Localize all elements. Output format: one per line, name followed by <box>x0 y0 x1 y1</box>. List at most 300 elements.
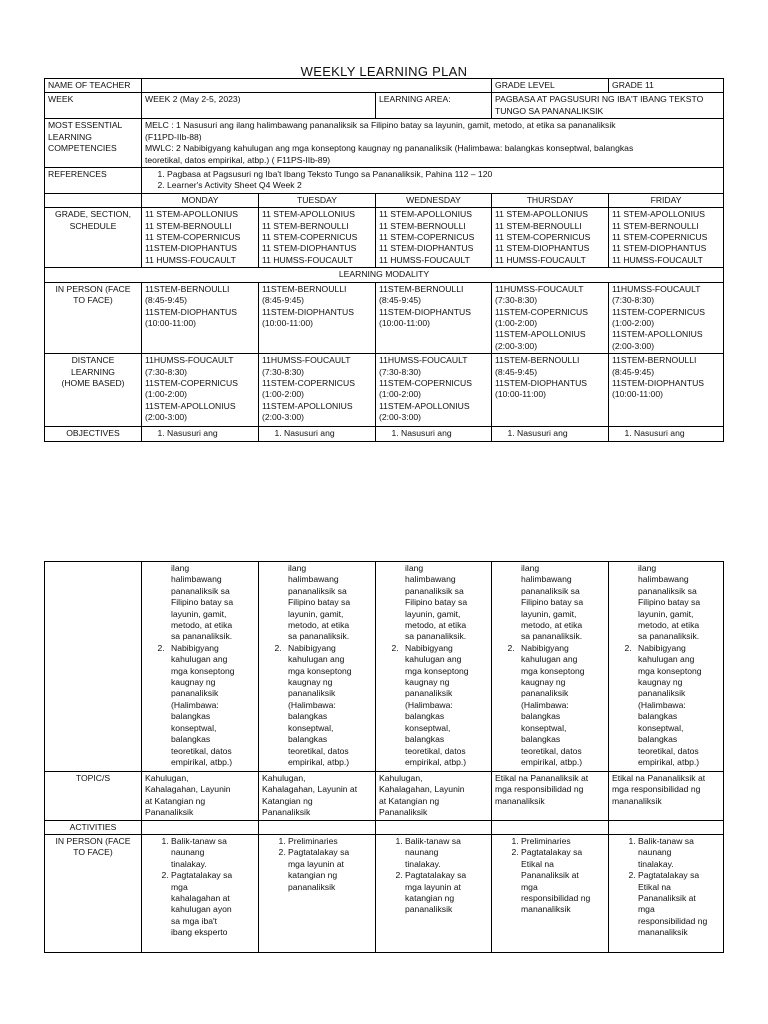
cell-line: (8:45-9:45) <box>612 366 655 377</box>
cell-line: Etikal na Pananaliksik at <box>495 773 589 783</box>
objective-line: (Halimbawa: <box>288 699 336 710</box>
activity-line: Pananaliksik at <box>638 893 696 904</box>
activities-blank <box>609 820 724 834</box>
cell-line: (8:45-9:45) <box>379 295 422 306</box>
cell-line: 11STEM-DIOPHANTUS <box>262 306 354 317</box>
objective-line: balangkas <box>288 734 328 745</box>
distance-label: DISTANCE LEARNING (HOME BASED) <box>45 354 142 427</box>
cell-line: 11STEM-DIOPHANTUS <box>145 306 237 317</box>
activity-line: Pananaliksik at <box>521 870 579 881</box>
cell-line: (7:30-8:30) <box>262 366 305 377</box>
objective-line: 2. Nabibigyang <box>521 642 569 653</box>
distance-monday <box>142 354 259 427</box>
day-header-wednesday: WEDNESDAY <box>376 193 492 207</box>
objective-item <box>167 643 255 768</box>
cell-line: 11 STEM-COPERNICUS <box>145 232 241 243</box>
objective-line: 2. Nabibigyang <box>171 642 219 653</box>
cell-line: 11HUMSS-FOUCAULT <box>612 283 701 294</box>
objective-line: metodo, at etika <box>521 620 583 631</box>
cell-line: 11STEM-COPERNICUS <box>145 377 238 388</box>
schedule-label: GRADE, SECTION, SCHEDULE <box>45 208 142 268</box>
objectives-cont-monday <box>142 562 259 772</box>
week-value: WEEK 2 (May 2-5, 2023) <box>142 93 376 119</box>
objective-line: konseptwal, <box>288 722 334 733</box>
cell-line: 11STEM-COPERNICUS <box>612 306 705 317</box>
topics-tuesday <box>259 772 376 821</box>
objective-line: metodo, at etika <box>171 620 233 631</box>
activity-item <box>171 836 255 870</box>
cell-line: 11 STEM-DIOPHANTUS <box>495 243 590 254</box>
cell-line: 11 STEM-APOLLONIUS <box>495 209 588 220</box>
day-header-tuesday: TUESDAY <box>259 193 376 207</box>
activity-item <box>405 836 488 870</box>
cell-line: (2:00-3:00) <box>612 340 655 351</box>
objective-line: balangkas <box>171 734 211 745</box>
cell-line: mga responsibilidad ng <box>612 784 701 795</box>
objective-line: balangkas <box>171 711 211 722</box>
objective-line: kahulugan ang <box>288 654 345 665</box>
objective-tuesday: 1. Nasusuri ang <box>259 427 376 441</box>
objective-line: Filipino batay sa <box>521 597 584 608</box>
objective-line: kahulugan ang <box>521 654 578 665</box>
cell-line: (1:00-2:00) <box>262 389 305 400</box>
objective-line: ilang <box>638 563 657 573</box>
objective-line: ilang <box>288 563 307 573</box>
activities-wednesday <box>376 835 492 953</box>
cell-line: 11STEM-BERNOULLI <box>495 355 580 366</box>
activity-line: sa mga iba't <box>171 915 218 926</box>
activity-line: katangian ng <box>405 893 455 904</box>
cell-line: Kahulugan, <box>262 773 306 783</box>
in-person-wednesday <box>376 282 492 353</box>
activity-line: mga layunin at <box>405 881 461 892</box>
objective-line: Filipino batay sa <box>171 597 234 608</box>
cell-line: 11 STEM-BERNOULLI <box>379 220 466 231</box>
cell-line: (10:00-11:00) <box>379 317 430 328</box>
objective-line: sa pananaliksik. <box>171 631 233 642</box>
topics-thursday <box>492 772 609 821</box>
objective-line: halimbawang <box>638 574 689 585</box>
objective-line: halimbawang <box>171 574 222 585</box>
distance-wednesday <box>376 354 492 427</box>
cell-line: 11STEM-COPERNICUS <box>495 306 588 317</box>
activity-line: Etikal na <box>521 858 554 869</box>
objectives-cont-friday <box>609 562 724 772</box>
activity-line: mga <box>521 881 538 892</box>
cell-line: 11 STEM-COPERNICUS <box>495 232 591 243</box>
cell-line: Kahalagahan, Layunin <box>379 784 465 795</box>
objective-item <box>634 643 720 768</box>
references-label: REFERENCES <box>45 168 142 194</box>
objectives-cont-thursday <box>492 562 609 772</box>
objective-line: pananaliksik sa <box>288 585 347 596</box>
learning-area-label: LEARNING AREA: <box>376 93 492 119</box>
objectives-label: OBJECTIVES <box>45 427 142 441</box>
cell-line: 11 STEM-COPERNICUS <box>612 232 708 243</box>
activity-line: kahalagahan at <box>171 893 230 904</box>
cell-line: 11STEM-COPERNICUS <box>262 377 355 388</box>
objective-line: konseptwal, <box>171 722 217 733</box>
objective-line: kaugnay ng <box>521 677 566 688</box>
objective-line: kaugnay ng <box>638 677 683 688</box>
activity-line: mga <box>171 881 188 892</box>
activity-item <box>405 870 488 916</box>
activities-thursday <box>492 835 609 953</box>
activity-item <box>521 836 605 847</box>
cell-line: Etikal na Pananaliksik at <box>612 773 706 783</box>
objective-line: mga konseptong <box>405 665 469 676</box>
cell-line: 11 STEM-COPERNICUS <box>379 232 475 243</box>
objective-line: empirikal, atbp.) <box>521 756 583 767</box>
cell-line: 11STEM-DIOPHANTUS <box>495 377 588 388</box>
cell-line: 11STEM-BERNOULLI <box>262 283 347 294</box>
objective-line: teoretikal, datos <box>171 745 232 756</box>
day-header-friday: FRIDAY <box>609 193 724 207</box>
objective-line: balangkas <box>405 734 445 745</box>
in-person-tuesday <box>259 282 376 353</box>
objective-line: sa pananaliksik. <box>405 631 467 642</box>
activities-label: ACTIVITIES <box>45 820 142 834</box>
objectives-cont-label <box>45 562 142 772</box>
activities-monday <box>142 835 259 953</box>
objective-line: teoretikal, datos <box>405 745 466 756</box>
topics-label: TOPIC/S <box>45 772 142 821</box>
activities-blank <box>492 820 609 834</box>
objective-line: layunin, gamit, <box>521 608 577 619</box>
objective-line: kaugnay ng <box>288 677 333 688</box>
objective-line: pananaliksik <box>521 688 569 699</box>
cell-line: (1:00-2:00) <box>379 389 422 400</box>
distance-tuesday <box>259 354 376 427</box>
topics-wednesday <box>376 772 492 821</box>
cell-line: 11 STEM-BERNOULLI <box>495 220 582 231</box>
reference-item: 2. Learner's Activity Sheet Q4 Week 2 <box>167 180 720 191</box>
distance-thursday <box>492 354 609 427</box>
cell-line: (8:45-9:45) <box>495 366 538 377</box>
objectives-cont-tuesday <box>259 562 376 772</box>
activity-line: Etikal na <box>638 881 671 892</box>
activities-blank <box>142 820 259 834</box>
cell-line: (10:00-11:00) <box>145 317 196 328</box>
objective-line: konseptwal, <box>405 722 451 733</box>
objective-line: halimbawang <box>521 574 572 585</box>
schedule-thursday <box>492 208 609 268</box>
cell-line: 11 STEM-BERNOULLI <box>612 220 699 231</box>
cell-line: (10:00-11:00) <box>495 389 546 400</box>
cell-line: 11 HUMSS-FOUCAULT <box>262 254 353 265</box>
grade-level-value: GRADE 11 <box>609 79 724 93</box>
cell-line: 11STEM-APOLLONIUS <box>379 400 470 411</box>
objective-line: metodo, at etika <box>405 620 467 631</box>
objective-line: 2. Nabibigyang <box>638 642 686 653</box>
cell-line: 11STEM-APOLLONIUS <box>495 329 586 340</box>
cell-line: (8:45-9:45) <box>145 295 188 306</box>
cell-line: 11 STEM-APOLLONIUS <box>145 209 238 220</box>
objective-line: balangkas <box>405 711 445 722</box>
activities-in-person-label: IN PERSON (FACE TO FACE) <box>45 835 142 953</box>
cell-line: 11 HUMSS-FOUCAULT <box>145 254 236 265</box>
activity-line: ibang eksperto <box>171 927 228 938</box>
page-title: WEEKLY LEARNING PLAN <box>300 64 468 79</box>
activity-line: mananaliksik <box>521 904 571 915</box>
in-person-thursday <box>492 282 609 353</box>
cell-line: 11HUMSS-FOUCAULT <box>262 355 351 366</box>
objective-line: layunin, gamit, <box>288 608 344 619</box>
objective-line: (Halimbawa: <box>171 699 219 710</box>
objective-line: pananaliksik <box>405 688 453 699</box>
cell-line: 11 STEM-DIOPHANTUS <box>379 243 474 254</box>
distance-friday <box>609 354 724 427</box>
objective-line: teoretikal, datos <box>638 745 699 756</box>
objective-line: 2. Nabibigyang <box>405 642 453 653</box>
activity-line: tinalakay. <box>638 858 674 869</box>
cell-line: (2:00-3:00) <box>379 412 422 423</box>
objective-line: pananaliksik <box>171 688 219 699</box>
objective-line: Filipino batay sa <box>288 597 351 608</box>
objective-line: pananaliksik <box>288 688 336 699</box>
objective-line: konseptwal, <box>638 722 684 733</box>
cell-line: 11 HUMSS-FOUCAULT <box>495 254 586 265</box>
cell-line: 11STEM-BERNOULLI <box>612 355 697 366</box>
in-person-monday <box>142 282 259 353</box>
activity-line: 1. Balik-tanaw sa <box>171 836 227 847</box>
objective-line: layunin, gamit, <box>171 608 227 619</box>
cell-line: 11 STEM-COPERNICUS <box>262 232 358 243</box>
activities-blank <box>259 820 376 834</box>
objective-line: pananaliksik <box>638 688 686 699</box>
objective-line: mga konseptong <box>521 665 585 676</box>
cell-line: 11 STEM-BERNOULLI <box>262 220 349 231</box>
cell-line: mga responsibilidad ng <box>495 784 584 795</box>
melc-label: MOST ESSENTIAL LEARNING COMPETENCIES <box>45 119 142 168</box>
objective-line: kahulugan ang <box>171 654 228 665</box>
in-person-friday <box>609 282 724 353</box>
activity-line: 1. Balik-tanaw sa <box>405 836 461 847</box>
activity-item <box>638 870 720 938</box>
cell-line: (2:00-3:00) <box>262 412 305 423</box>
activity-item <box>288 836 372 847</box>
objective-line: (Halimbawa: <box>405 699 453 710</box>
schedule-wednesday <box>376 208 492 268</box>
objective-line: ilang <box>405 563 424 573</box>
activity-line: naunang <box>171 847 205 858</box>
cell-line: 11 STEM-APOLLONIUS <box>379 209 472 220</box>
activity-line: 2. Pagtatalakay sa <box>638 870 700 881</box>
objective-line: teoretikal, datos <box>521 745 582 756</box>
objective-line: halimbawang <box>288 574 339 585</box>
cell-line: 11STEM-APOLLONIUS <box>262 400 353 411</box>
activity-line: 2. Pagtatalakay sa <box>171 870 233 881</box>
activity-line: responsibilidad ng <box>638 915 708 926</box>
cell-line: 11STEM-DIOPHANTUS <box>612 377 705 388</box>
cell-line: 11STEM-BERNOULLI <box>145 283 230 294</box>
objective-line: ilang <box>171 563 190 573</box>
objective-line: empirikal, atbp.) <box>405 756 467 767</box>
objective-line: sa pananaliksik. <box>638 631 700 642</box>
topics-friday <box>609 772 724 821</box>
objective-line: balangkas <box>638 734 678 745</box>
objective-line: metodo, at etika <box>638 620 700 631</box>
learning-area-value: PAGBASA AT PAGSUSURI NG IBA'T IBANG TEKSTO TUNGO SA PANANALIKSIK <box>492 93 724 119</box>
objective-friday: 1. Nasusuri ang <box>609 427 724 441</box>
teacher-label: NAME OF TEACHER <box>45 79 142 93</box>
teacher-value <box>142 79 492 93</box>
objective-line: mga konseptong <box>288 665 352 676</box>
cell-line: 11 STEM-APOLLONIUS <box>262 209 355 220</box>
activity-line: 2. Pagtatalakay sa <box>521 847 583 858</box>
activity-line: kahulugan ayon <box>171 904 232 915</box>
cell-line: 11 STEM-DIOPHANTUS <box>262 243 357 254</box>
topics-monday <box>142 772 259 821</box>
references-list <box>142 168 724 194</box>
objective-line: metodo, at etika <box>288 620 350 631</box>
schedule-tuesday <box>259 208 376 268</box>
objective-line: pananaliksik sa <box>171 585 230 596</box>
activity-line: pananaliksik <box>288 881 336 892</box>
cell-line: Kahalagahan, Layunin at <box>262 784 358 795</box>
objective-line: (Halimbawa: <box>638 699 686 710</box>
objective-line: 2. Nabibigyang <box>288 642 336 653</box>
day-header-thursday: THURSDAY <box>492 193 609 207</box>
objective-line: mga konseptong <box>638 665 702 676</box>
objective-line: pananaliksik sa <box>638 585 697 596</box>
day-header-monday: MONDAY <box>142 193 259 207</box>
objective-line: (Halimbawa: <box>521 699 569 710</box>
melc-text: MELC : 1 Nasusuri ang ilang halimbawang pananaliksik sa Filipino batay sa layunin, gamit, metodo, at etika sa pananaliksik (F11PD-IIb-88) MWLC: 2 Nabibigyang kahulugan ang mga konseptong kaugnay ng pananaliksik (Halimbawa: balangkas konseptwal, balangkas teoretikal, datos empirikal, atbp.) ( F11PS-IIb-89) <box>142 119 724 168</box>
cell-line: 11 STEM-DIOPHANTUS <box>612 243 707 254</box>
objective-line: kahulugan ang <box>638 654 695 665</box>
cell-line: 11STEM-DIOPHANTUS <box>379 306 471 317</box>
cell-line: 11HUMSS-FOUCAULT <box>495 283 584 294</box>
cell-line: mananaliksik <box>495 795 545 806</box>
schedule-friday <box>609 208 724 268</box>
activities-blank <box>376 820 492 834</box>
cell-line: Pananaliksik <box>262 807 311 818</box>
cell-line: Kahalagahan, Layunin <box>145 784 231 795</box>
activity-line: responsibilidad ng <box>521 893 591 904</box>
cell-line: (1:00-2:00) <box>495 317 538 328</box>
cell-line: Kahulugan, <box>379 773 423 783</box>
objective-line: halimbawang <box>405 574 456 585</box>
objective-line: pananaliksik sa <box>521 585 580 596</box>
activity-line: 1. Preliminaries <box>288 836 338 847</box>
objective-line: empirikal, atbp.) <box>638 756 700 767</box>
cell-line: (2:00-3:00) <box>145 412 188 423</box>
learning-modality-header: LEARNING MODALITY <box>45 268 724 282</box>
objective-thursday: 1. Nasusuri ang <box>492 427 609 441</box>
objective-line: balangkas <box>521 734 561 745</box>
cell-line: at Katangian ng <box>145 795 206 806</box>
objective-line: layunin, gamit, <box>405 608 461 619</box>
activity-line: naunang <box>405 847 439 858</box>
cell-line: Pananaliksik <box>379 807 428 818</box>
cell-line: (7:30-8:30) <box>612 295 655 306</box>
cell-line: 11STEM-BERNOULLI <box>379 283 464 294</box>
objective-line: mga konseptong <box>171 665 235 676</box>
schedule-monday <box>142 208 259 268</box>
cell-line: 11STEM-APOLLONIUS <box>145 400 236 411</box>
objectives-cont-wednesday <box>376 562 492 772</box>
activity-line: 2. Pagtatalakay sa <box>288 847 350 858</box>
objective-line: konseptwal, <box>521 722 567 733</box>
objective-line: pananaliksik sa <box>405 585 464 596</box>
cell-line: 11 STEM-APOLLONIUS <box>612 209 705 220</box>
activity-item <box>638 836 720 870</box>
cell-line: 11HUMSS-FOUCAULT <box>379 355 468 366</box>
objective-line: balangkas <box>521 711 561 722</box>
activity-item <box>171 870 255 938</box>
cell-line: (8:45-9:45) <box>262 295 305 306</box>
reference-item: 1. Pagbasa at Pagsusuri ng Iba't Ibang Teksto Tungo sa Pananaliksik, Pahina 112 – 120 <box>167 169 720 180</box>
week-label: WEEK <box>45 93 142 119</box>
activity-line: naunang <box>638 847 672 858</box>
day-header-blank <box>45 193 142 207</box>
cell-line: Kahulugan, <box>145 773 189 783</box>
objective-line: kahulugan ang <box>405 654 462 665</box>
objective-line: empirikal, atbp.) <box>171 756 233 767</box>
cell-line: (1:00-2:00) <box>145 389 188 400</box>
activity-line: 1. Preliminaries <box>521 836 571 847</box>
objective-line: layunin, gamit, <box>638 608 694 619</box>
objective-wednesday: 1. Nasusuri ang <box>376 427 492 441</box>
objective-line: ilang <box>521 563 540 573</box>
cell-line: 11STEM-APOLLONIUS <box>612 329 703 340</box>
activity-line: mananaliksik <box>638 927 688 938</box>
objective-line: kaugnay ng <box>405 677 450 688</box>
activity-line: mga <box>638 904 655 915</box>
objective-line: empirikal, atbp.) <box>288 756 350 767</box>
cell-line: (10:00-11:00) <box>262 317 313 328</box>
cell-line: 11 STEM-BERNOULLI <box>145 220 232 231</box>
cell-line: at Katangian ng <box>379 795 440 806</box>
cell-line: Katangian ng <box>262 795 313 806</box>
objective-item <box>517 643 605 768</box>
cell-line: (10:00-11:00) <box>612 389 663 400</box>
cell-line: (7:30-8:30) <box>495 295 538 306</box>
objective-line: Filipino batay sa <box>638 597 701 608</box>
activity-item <box>521 847 605 915</box>
objective-line: balangkas <box>638 711 678 722</box>
cell-line: 11 HUMSS-FOUCAULT <box>612 254 703 265</box>
activity-line: tinalakay. <box>405 858 441 869</box>
objective-line: teoretikal, datos <box>288 745 349 756</box>
objective-line: kaugnay ng <box>171 677 216 688</box>
cell-line: Pananaliksik <box>145 807 194 818</box>
cell-line: mananaliksik <box>612 795 662 806</box>
weekly-plan-table-part1 <box>44 78 724 442</box>
objective-item <box>284 643 372 768</box>
objective-item <box>401 643 488 768</box>
activity-line: mga layunin at <box>288 858 344 869</box>
objective-monday: 1. Nasusuri ang <box>142 427 259 441</box>
activities-friday <box>609 835 724 953</box>
weekly-plan-table-part2 <box>44 561 724 953</box>
cell-line: (2:00-3:00) <box>495 340 538 351</box>
activity-line: 1. Balik-tanaw sa <box>638 836 694 847</box>
cell-line: 11 HUMSS-FOUCAULT <box>379 254 470 265</box>
grade-level-label: GRADE LEVEL <box>492 79 609 93</box>
objective-line: sa pananaliksik. <box>288 631 350 642</box>
activities-tuesday <box>259 835 376 953</box>
cell-line: (7:30-8:30) <box>379 366 422 377</box>
cell-line: 11HUMSS-FOUCAULT <box>145 355 234 366</box>
activity-line: 2. Pagtatalakay sa <box>405 870 467 881</box>
cell-line: 11STEM-COPERNICUS <box>379 377 472 388</box>
objective-line: sa pananaliksik. <box>521 631 583 642</box>
objective-line: Filipino batay sa <box>405 597 468 608</box>
cell-line: (1:00-2:00) <box>612 317 655 328</box>
activity-line: tinalakay. <box>171 858 207 869</box>
